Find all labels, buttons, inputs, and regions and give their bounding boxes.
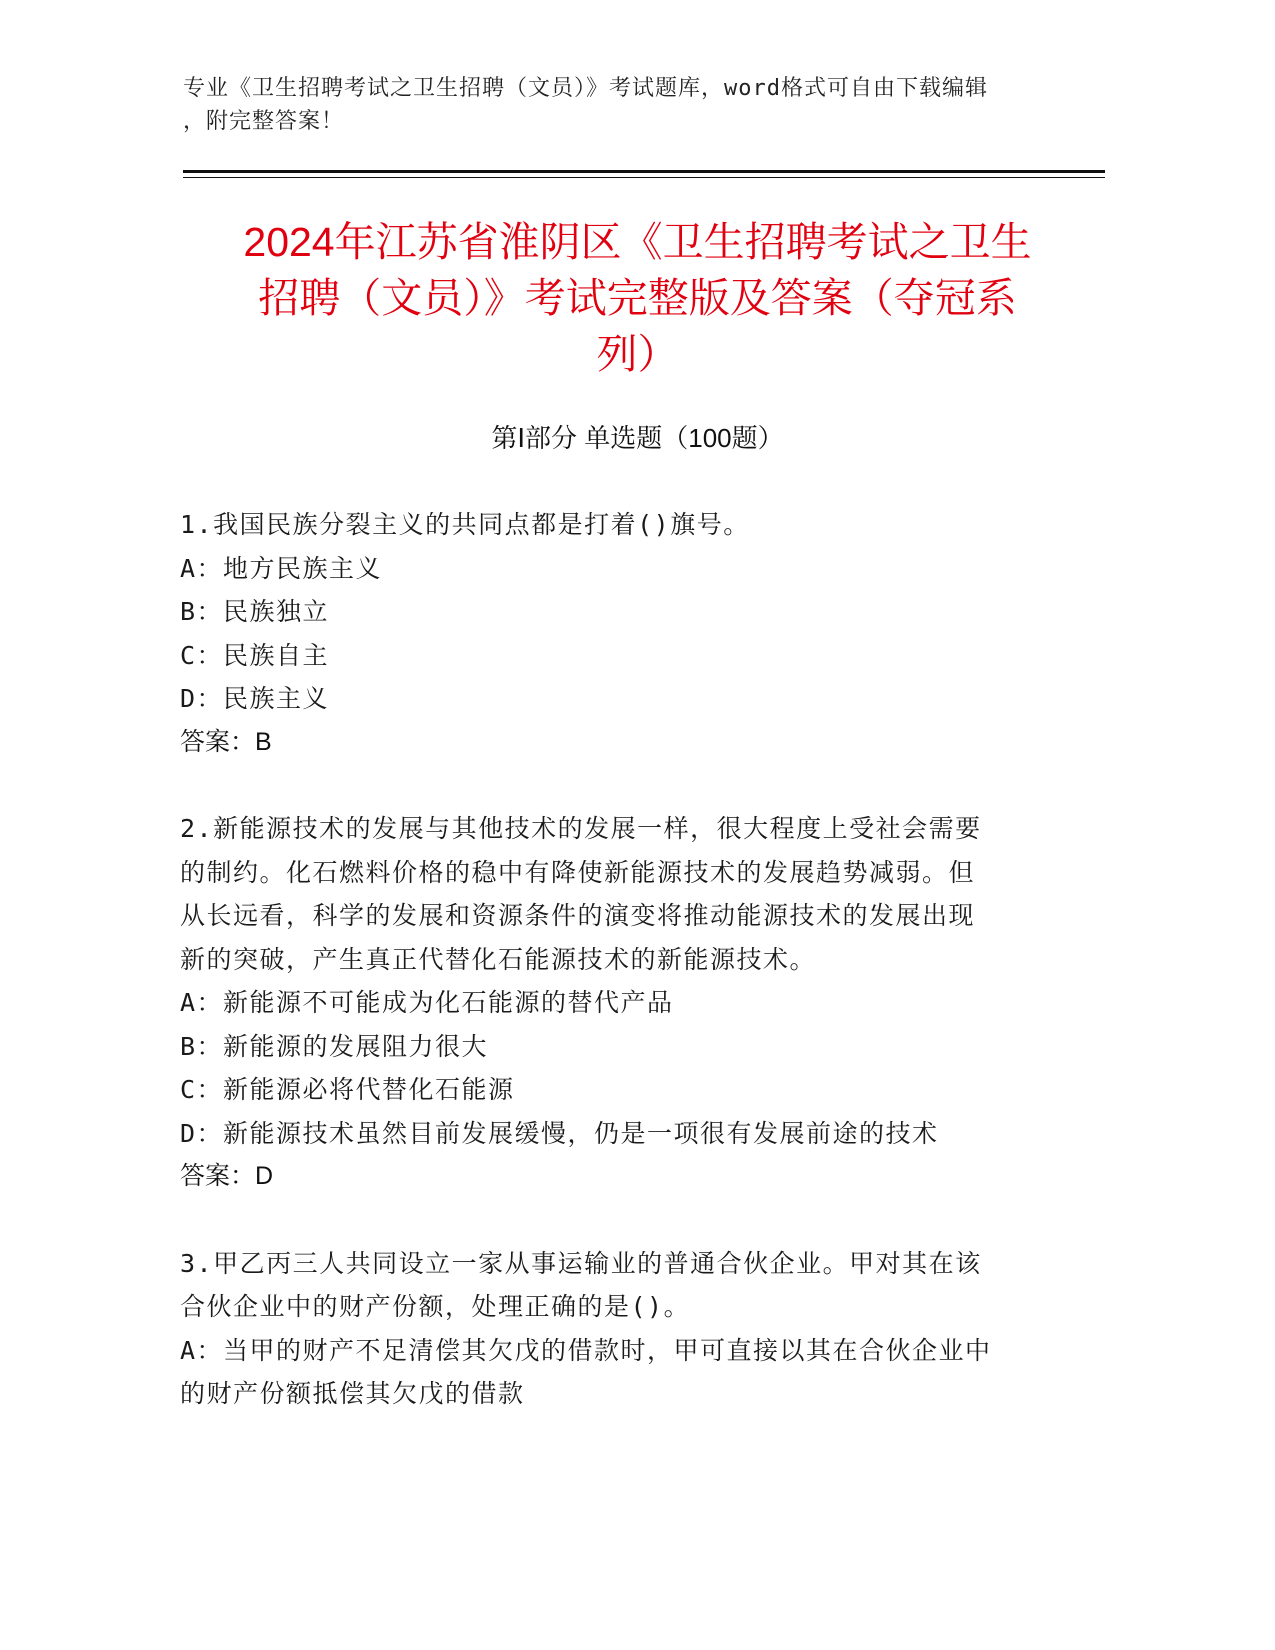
question-2 bbox=[180, 807, 1080, 1199]
header-note bbox=[183, 72, 1063, 138]
question-stem-line: 3.甲乙丙三人共同设立一家从事运输业的普通合伙企业。甲对其在该 bbox=[180, 1248, 982, 1278]
title-line: 列） bbox=[596, 331, 679, 377]
option-d: D：新能源技术虽然目前发展缓慢，仍是一项很有发展前途的技术 bbox=[180, 1118, 939, 1148]
option-a: A：当甲的财产不足清偿其欠戊的借款时，甲可直接以其在合伙企业中 bbox=[180, 1335, 992, 1365]
question-list bbox=[180, 503, 1080, 1459]
question-stem-line: 1.我国民族分裂主义的共同点都是打着()旗号。 bbox=[180, 510, 750, 539]
document-title bbox=[150, 214, 1125, 382]
question-3 bbox=[180, 1242, 1080, 1416]
question-stem-line: 的制约。化石燃料价格的稳中有降使新能源技术的发展趋势减弱。但 bbox=[180, 857, 976, 887]
header-note-line: ，附完整答案！ bbox=[183, 109, 345, 134]
question-stem-line: 从长远看，科学的发展和资源条件的演变将推动能源技术的发展出现 bbox=[180, 901, 976, 930]
option-b: B：新能源的发展阻力很大 bbox=[180, 1031, 489, 1061]
header-note-line: 专业《卫生招聘考试之卫生招聘（文员）》考试题库，word格式可自由下载编辑 bbox=[183, 76, 988, 101]
title-line: 2024年江苏省淮阴区《卫生招聘考试之卫生 bbox=[243, 219, 1032, 265]
section-heading: 第Ⅰ部分 单选题（100题） bbox=[491, 423, 784, 453]
question-stem-line: 2.新能源技术的发展与其他技术的发展一样，很大程度上受社会需要 bbox=[180, 814, 982, 843]
option-c: C：新能源必将代替化石能源 bbox=[180, 1075, 515, 1104]
question-1 bbox=[180, 503, 1080, 764]
option-b: B：民族独立 bbox=[180, 597, 330, 626]
option-c: C：民族自主 bbox=[180, 640, 330, 670]
title-line: 招聘（文员）》考试完整版及答案（夺冠系 bbox=[258, 275, 1017, 321]
question-stem-line: 新的突破，产生真正代替化石能源技术的新能源技术。 bbox=[180, 944, 817, 974]
answer-line: 答案：B bbox=[180, 727, 272, 756]
answer-line: 答案：D bbox=[180, 1162, 274, 1190]
header-rule-thick bbox=[183, 170, 1105, 173]
option-d: D：民族主义 bbox=[180, 684, 330, 713]
header-rule-thin bbox=[183, 177, 1105, 178]
option-a-continued: 的财产份额抵偿其欠戊的借款 bbox=[180, 1379, 525, 1408]
option-a: A：地方民族主义 bbox=[180, 553, 383, 583]
question-stem-line: 合伙企业中的财产份额，处理正确的是()。 bbox=[180, 1292, 691, 1321]
option-a: A：新能源不可能成为化石能源的替代产品 bbox=[180, 988, 674, 1017]
